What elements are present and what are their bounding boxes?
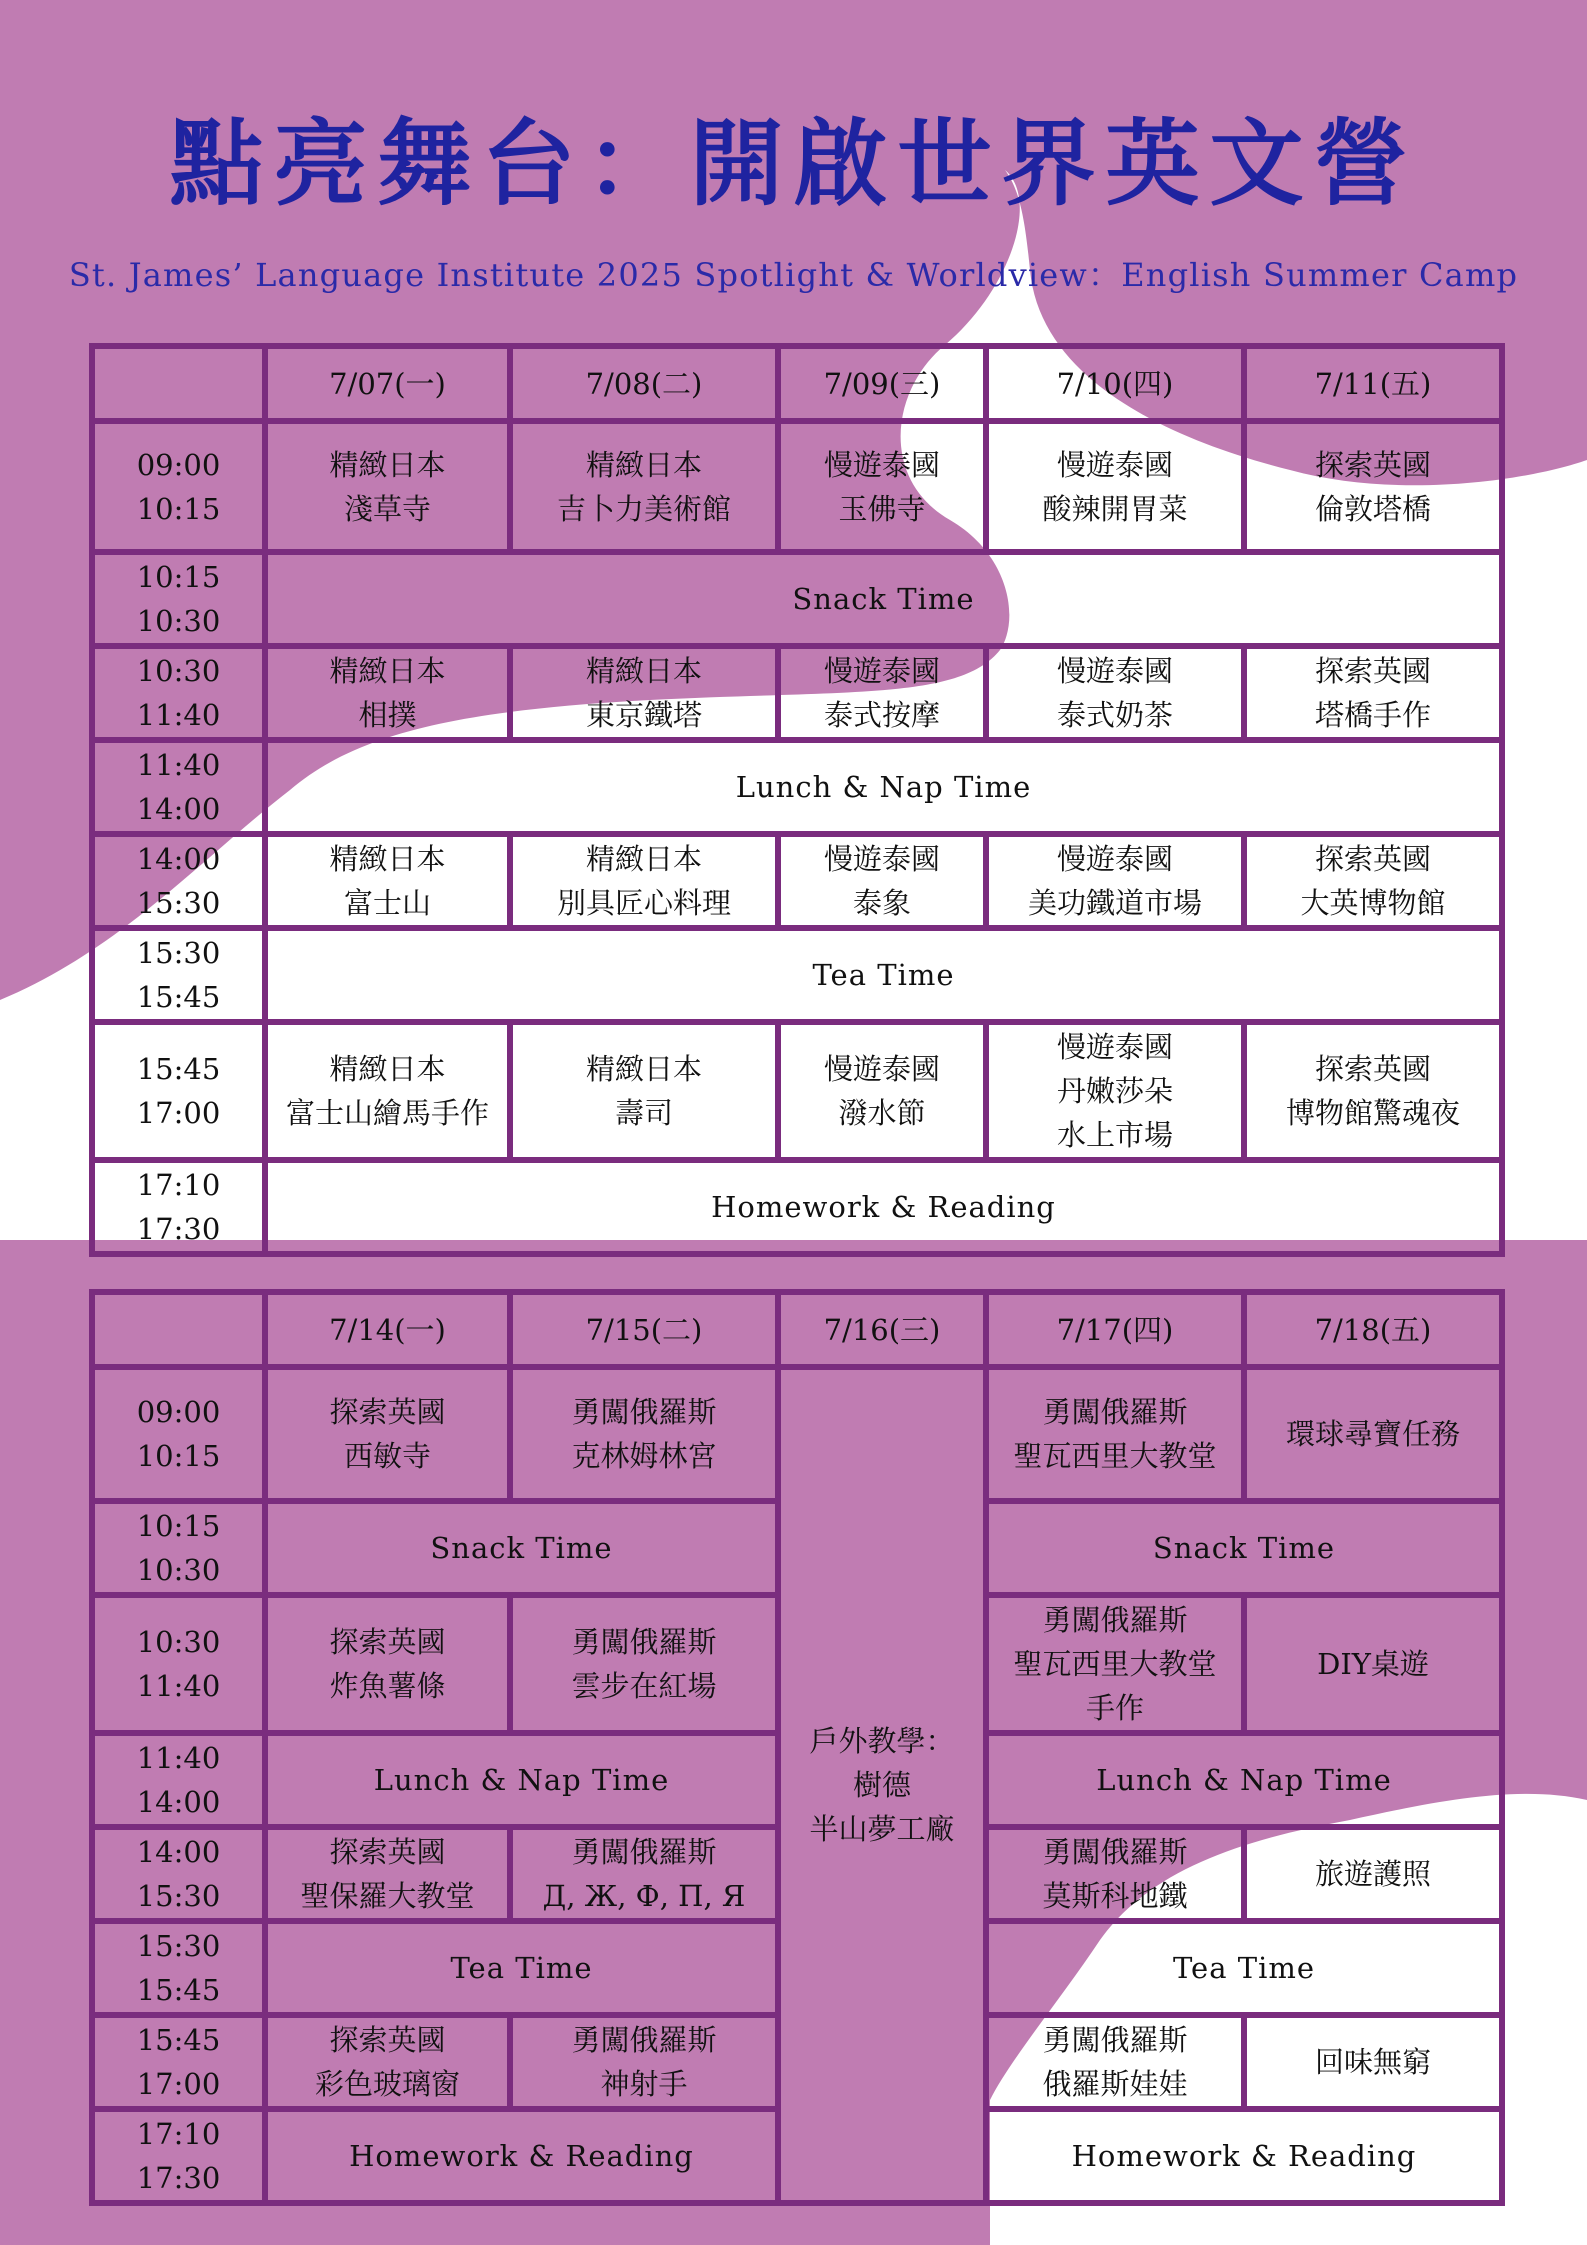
time-cell: 11:40 14:00	[92, 740, 265, 834]
break-cell: Tea Time	[986, 1921, 1502, 2015]
time-cell: 15:45 17:00	[92, 2015, 265, 2109]
activity-cell: 慢遊泰國 泰式奶茶	[986, 646, 1244, 740]
time-cell: 10:30 11:40	[92, 646, 265, 740]
day-header: 7/16(三)	[778, 1292, 986, 1367]
outdoor-trip-cell: 戶外教學： 樹德 半山夢工廠	[778, 1367, 986, 2203]
corner-cell	[92, 346, 265, 421]
time-cell: 14:00 15:30	[92, 1827, 265, 1921]
time-cell: 15:30 15:45	[92, 928, 265, 1022]
activity-cell: 精緻日本 淺草寺	[265, 421, 510, 552]
break-cell: Homework & Reading	[986, 2109, 1502, 2203]
activity-cell: 探索英國 博物館驚魂夜	[1244, 1022, 1502, 1160]
break-cell: Tea Time	[265, 1921, 778, 2015]
table-row	[92, 646, 1502, 740]
activity-cell: 精緻日本 壽司	[510, 1022, 778, 1160]
time-cell: 14:00 15:30	[92, 834, 265, 928]
week1-schedule-table	[89, 343, 1505, 1257]
table-row	[92, 1160, 1502, 1254]
table-row	[92, 552, 1502, 646]
time-cell: 10:15 10:30	[92, 552, 265, 646]
activity-cell: 探索英國 彩色玻璃窗	[265, 2015, 510, 2109]
week2-schedule-table	[89, 1289, 1505, 2206]
table-row	[92, 421, 1502, 552]
day-header: 7/10(四)	[986, 346, 1244, 421]
page-subtitle: St. James’ Language Institute 2025 Spotlight & Worldview：English Summer Camp	[68, 256, 1519, 294]
table-row	[92, 740, 1502, 834]
page-title: 點亮舞台：開啟世界英文營	[169, 110, 1418, 219]
table-row	[92, 1367, 1502, 1501]
day-header: 7/07(一)	[265, 346, 510, 421]
break-cell: Snack Time	[986, 1501, 1502, 1595]
activity-cell: 探索英國 塔橋手作	[1244, 646, 1502, 740]
break-cell: Snack Time	[265, 1501, 778, 1595]
activity-cell: 精緻日本 富士山繪馬手作	[265, 1022, 510, 1160]
activity-cell: 慢遊泰國 玉佛寺	[778, 421, 986, 552]
day-header: 7/17(四)	[986, 1292, 1244, 1367]
time-cell: 09:00 10:15	[92, 421, 265, 552]
activity-cell: 勇闖俄羅斯 Д, Ж, Ф, П, Я	[510, 1827, 778, 1921]
activity-cell: 精緻日本 東京鐵塔	[510, 646, 778, 740]
table-row	[92, 1022, 1502, 1160]
week2-header-row	[92, 1292, 1502, 1367]
activity-cell: 慢遊泰國 美功鐵道市場	[986, 834, 1244, 928]
activity-cell: 探索英國 倫敦塔橋	[1244, 421, 1502, 552]
activity-cell: 探索英國 西敏寺	[265, 1367, 510, 1501]
activity-cell: 慢遊泰國 酸辣開胃菜	[986, 421, 1244, 552]
activity-cell: 精緻日本 相撲	[265, 646, 510, 740]
activity-cell: 精緻日本 別具匠心料理	[510, 834, 778, 928]
activity-cell: 勇闖俄羅斯 俄羅斯娃娃	[986, 2015, 1244, 2109]
time-cell: 17:10 17:30	[92, 1160, 265, 1254]
table-row	[92, 928, 1502, 1022]
break-cell: Tea Time	[265, 928, 1502, 1022]
time-cell: 11:40 14:00	[92, 1733, 265, 1827]
activity-cell: 勇闖俄羅斯 聖瓦西里大教堂	[986, 1367, 1244, 1501]
day-header: 7/08(二)	[510, 346, 778, 421]
day-header: 7/18(五)	[1244, 1292, 1502, 1367]
activity-cell: 勇闖俄羅斯 克林姆林宮	[510, 1367, 778, 1501]
activity-cell: 勇闖俄羅斯 莫斯科地鐵	[986, 1827, 1244, 1921]
corner-cell	[92, 1292, 265, 1367]
activity-cell: 勇闖俄羅斯 雲步在紅場	[510, 1595, 778, 1733]
break-cell: Snack Time	[265, 552, 1502, 646]
activity-cell: 環球尋寶任務	[1244, 1367, 1502, 1501]
time-cell: 10:30 11:40	[92, 1595, 265, 1733]
activity-cell: 勇闖俄羅斯 聖瓦西里大教堂 手作	[986, 1595, 1244, 1733]
activity-cell: 慢遊泰國 潑水節	[778, 1022, 986, 1160]
time-cell: 15:30 15:45	[92, 1921, 265, 2015]
table-row	[92, 834, 1502, 928]
time-cell: 17:10 17:30	[92, 2109, 265, 2203]
day-header: 7/11(五)	[1244, 346, 1502, 421]
week1-header-row	[92, 346, 1502, 421]
time-cell: 10:15 10:30	[92, 1501, 265, 1595]
time-cell: 09:00 10:15	[92, 1367, 265, 1501]
day-header: 7/09(三)	[778, 346, 986, 421]
activity-cell: 探索英國 聖保羅大教堂	[265, 1827, 510, 1921]
activity-cell: 慢遊泰國 泰式按摩	[778, 646, 986, 740]
activity-cell: 勇闖俄羅斯 神射手	[510, 2015, 778, 2109]
activity-cell: 慢遊泰國 丹嫩莎朵 水上市場	[986, 1022, 1244, 1160]
activity-cell: 探索英國 炸魚薯條	[265, 1595, 510, 1733]
day-header: 7/15(二)	[510, 1292, 778, 1367]
time-cell: 15:45 17:00	[92, 1022, 265, 1160]
day-header: 7/14(一)	[265, 1292, 510, 1367]
activity-cell: 旅遊護照	[1244, 1827, 1502, 1921]
break-cell: Homework & Reading	[265, 2109, 778, 2203]
break-cell: Lunch & Nap Time	[265, 1733, 778, 1827]
activity-cell: 回味無窮	[1244, 2015, 1502, 2109]
break-cell: Homework & Reading	[265, 1160, 1502, 1254]
activity-cell: 探索英國 大英博物館	[1244, 834, 1502, 928]
break-cell: Lunch & Nap Time	[986, 1733, 1502, 1827]
break-cell: Lunch & Nap Time	[265, 740, 1502, 834]
activity-cell: 慢遊泰國 泰象	[778, 834, 986, 928]
activity-cell: 精緻日本 富士山	[265, 834, 510, 928]
activity-cell: DIY桌遊	[1244, 1595, 1502, 1733]
activity-cell: 精緻日本 吉卜力美術館	[510, 421, 778, 552]
